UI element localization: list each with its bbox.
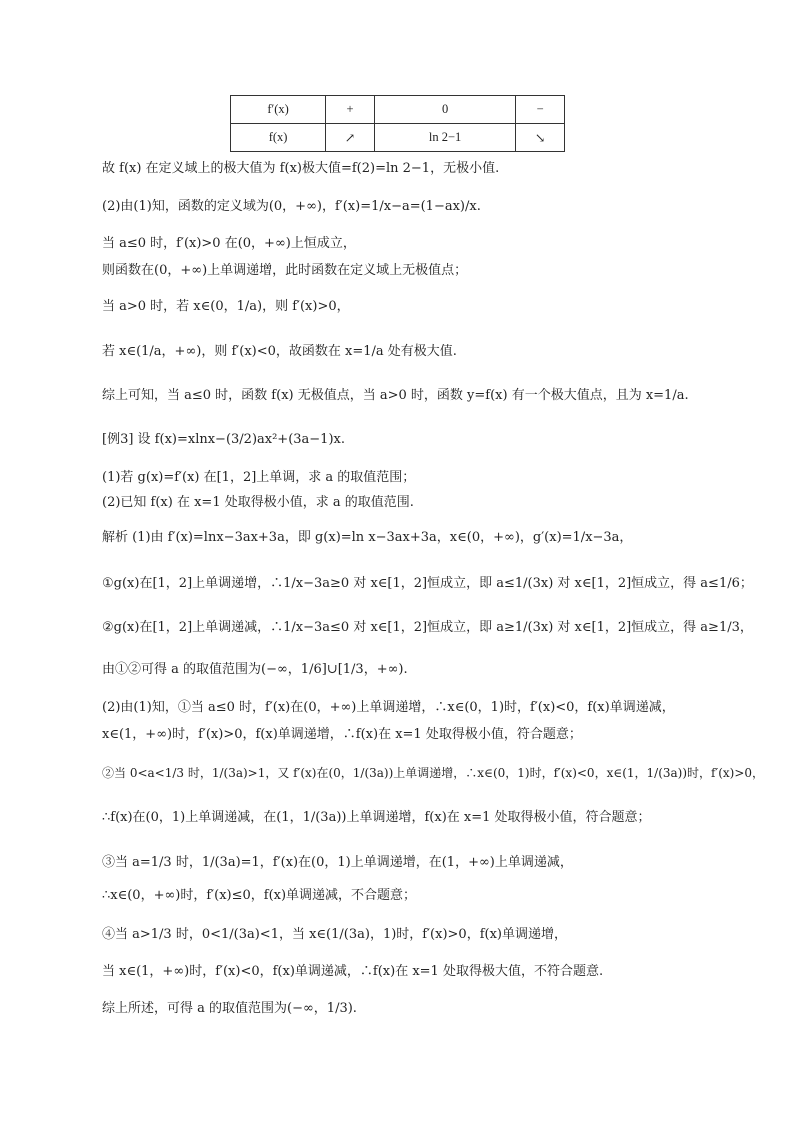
text-line: (2)已知 f(x) 在 x=1 处取得极小值，求 a 的取值范围. bbox=[102, 495, 414, 510]
text-line: x∈(1，+∞)时，f′(x)>0，f(x)单调递增，∴f(x)在 x=1 处取得极小值，符合题意； bbox=[102, 727, 582, 742]
text-line: (2)由(1)知，①当 a≤0 时，f′(x)在(0，+∞)上单调递增，∴x∈(0，1)时，f′(x)<0，f(x)单调递减， bbox=[102, 700, 675, 715]
text-line: 则函数在(0，+∞)上单调递增，此时函数在定义域上无极值点； bbox=[102, 263, 468, 278]
text-line: 综上所述，可得 a 的取值范围为(−∞，1/3). bbox=[102, 1001, 357, 1016]
text-line: 当 a≤0 时，f′(x)>0 在(0，+∞)上恒成立， bbox=[102, 236, 356, 251]
text-line: ②当 0<a<1/3 时，1/(3a)>1，又 f′(x)在(0，1/(3a))上单调递增，∴x∈(0，1)时，f′(x)<0，x∈(1，1/(3a))时，f′(x)>0， bbox=[102, 766, 765, 780]
text-line: 故 f(x) 在定义域上的极大值为 f(x)极大值=f(2)=ln 2−1，无极小值. bbox=[102, 161, 500, 176]
table-row bbox=[231, 96, 565, 124]
text-line: (1)若 g(x)=f′(x) 在[1，2]上单调，求 a 的取值范围； bbox=[102, 470, 416, 485]
text-line: ②g(x)在[1，2]上单调递减，∴1/x−3a≤0 对 x∈[1，2]恒成立，即 a≥1/(3x) 对 x∈[1，2]恒成立，得 a≥1/3， bbox=[102, 620, 753, 635]
table-cell: ln 2−1 bbox=[374, 124, 515, 152]
solution-label: 解析 (1)由 f′(x)=lnx−3ax+3a，即 g(x)=ln x−3ax+3a，x∈(0，+∞)，g′(x)=1/x−3a， bbox=[102, 530, 633, 545]
table-row bbox=[231, 124, 565, 152]
text-line: 当 x∈(1，+∞)时，f′(x)<0，f(x)单调递减，∴f(x)在 x=1 处取得极大值，不符合题意. bbox=[102, 964, 604, 979]
text-line: 由①②可得 a 的取值范围为(−∞，1/6]∪[1/3，+∞). bbox=[102, 662, 408, 677]
text-line: (2)由(1)知，函数的定义域为(0，+∞)，f′(x)=1/x−a=(1−ax)/x. bbox=[102, 199, 481, 214]
table-cell: + bbox=[326, 96, 375, 124]
text-line: 综上可知，当 a≤0 时，函数 f(x) 无极值点，当 a>0 时，函数 y=f(x) 有一个极大值点，且为 x=1/a. bbox=[102, 388, 689, 403]
text-line: 当 a>0 时，若 x∈(0，1/a)，则 f′(x)>0， bbox=[102, 299, 350, 314]
text-line: ①g(x)在[1，2]上单调递增，∴1/x−3a≥0 对 x∈[1，2]恒成立，即 a≤1/(3x) 对 x∈[1，2]恒成立，得 a≤1/6； bbox=[102, 576, 753, 591]
text-line: ④当 a>1/3 时，0<1/(3a)<1，当 x∈(1/(3a)，1)时，f′(x)>0，f(x)单调递增， bbox=[102, 927, 567, 942]
text-line: 若 x∈(1/a，+∞)，则 f′(x)<0，故函数在 x=1/a 处有极大值. bbox=[102, 344, 457, 359]
table-cell: 0 bbox=[374, 96, 515, 124]
example-heading: [例3] 设 f(x)=xlnx−(3/2)ax²+(3a−1)x. bbox=[102, 432, 345, 447]
text-line: ③当 a=1/3 时，1/(3a)=1，f′(x)在(0，1)上单调递增，在(1，+∞)上单调递减， bbox=[102, 855, 573, 870]
table-cell: f′(x) bbox=[231, 96, 326, 124]
monotonicity-table bbox=[230, 95, 565, 152]
table-cell: f(x) bbox=[231, 124, 326, 152]
table-cell: ↘ bbox=[516, 124, 565, 152]
text-line: ∴f(x)在(0，1)上单调递减，在(1，1/(3a))上单调递增，f(x)在 x=1 处取得极小值，符合题意； bbox=[102, 810, 651, 825]
table-cell: − bbox=[516, 96, 565, 124]
text-line: ∴x∈(0，+∞)时，f′(x)≤0，f(x)单调递减，不合题意； bbox=[102, 888, 417, 903]
table-cell: ↗ bbox=[326, 124, 375, 152]
